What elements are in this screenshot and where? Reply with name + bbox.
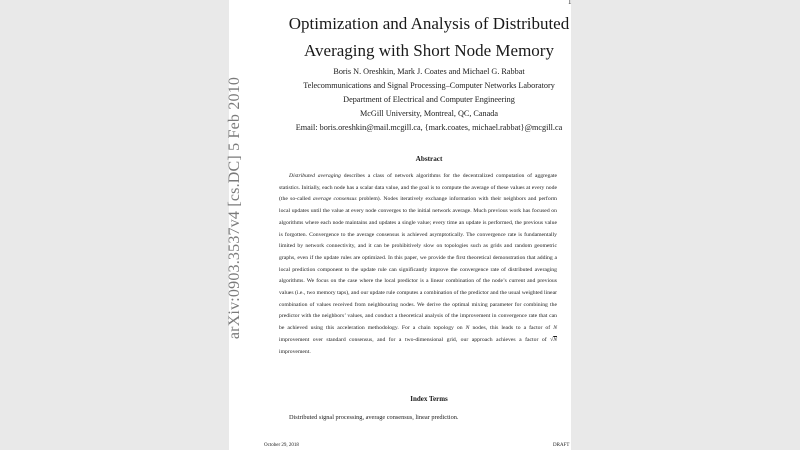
arxiv-identifier[interactable]: arXiv:0903.3537v4 [cs.DC] 5 Feb 2010 <box>226 76 244 340</box>
abstract-part-5: improvement. <box>279 348 311 355</box>
abstract-part-4: improvement over standard consensus, and for a two-dimensional grid, our approach achieves a factor of <box>279 336 551 343</box>
affiliation-department: Department of Electrical and Computer Engineering <box>343 95 515 104</box>
title-line-1: Optimization and Analysis of Distributed <box>288 14 570 33</box>
affiliation-lab: Telecommunications and Signal Processing–Computer Networks Laboratory <box>303 81 555 90</box>
symbol-n: N <box>553 336 557 343</box>
abstract-em-term: average consensus <box>312 196 357 203</box>
paper-title <box>229 10 629 64</box>
abstract-part-1: describes a class of network algorithms for the decentralized computation of aggregate statistics. Initially, each node has a scalar data value, and the goal is to compute the average of these values at every node (the so-called <box>279 173 557 203</box>
sqrt-symbol: √ <box>550 336 554 343</box>
index-terms-heading: Index Terms <box>410 395 448 403</box>
affiliation-university: McGill University, Montreal, QC, Canada <box>360 109 498 118</box>
symbol-n: N <box>465 325 470 332</box>
author-emails[interactable]: Email: boris.oreshkin@mail.mcgill.ca, {mark.coates, michael.rabbat}@mcgill.ca <box>295 123 563 132</box>
symbol-n: N <box>553 325 557 332</box>
footer-draft-label: DRAFT <box>553 443 570 448</box>
abstract-part-3: nodes, this leads to a factor of <box>469 325 554 332</box>
footer-date: October 29, 2018 <box>264 443 299 448</box>
abstract-heading: Abstract <box>415 155 443 163</box>
abstract-body <box>279 171 557 358</box>
page-number: 1 <box>568 0 572 6</box>
authors: Boris N. Oreshkin, Mark J. Coates and Michael G. Rabbat <box>333 67 525 76</box>
title-line-2: Averaging with Short Node Memory <box>304 41 554 60</box>
index-terms-text: Distributed signal processing, average consensus, linear prediction. <box>289 414 459 421</box>
abstract-lead-term: Distributed averaging <box>289 173 341 179</box>
abstract-part-2: problem). Nodes iteratively exchange information with their neighbors and perform local updates until the value at every node converges to the initial network average. Much previous work has focused on algorithms where each node maintains and updates a single value; every time an update is performed, the previous value is forgotten. Convergence to the average consensus is achieved asymptotically. The convergence rate is fundamentally limited by network connectivity, and it can be prohibitively slow on topologies such as grids and random geometric graphs, even if the update rules are optimized. In this paper, we provide the first theoretical demonstration that adding a local prediction component to the update rule can significantly improve the convergence rate of distributed averaging algorithms. We focus on the case where the local predictor is a linear combination of the node’s current and previous values (i.e., two memory taps), and our update rule computes a combination of the predictor and the usual weighted linear combination of values received from neighbouring nodes. We derive the optimal mixing parameter for combining the predictor with the neighbors’ values, and conduct a theoretical analysis of the improvement in convergence rate that can be achieved using this acceleration methodology. For a chain topology on <box>279 196 557 332</box>
